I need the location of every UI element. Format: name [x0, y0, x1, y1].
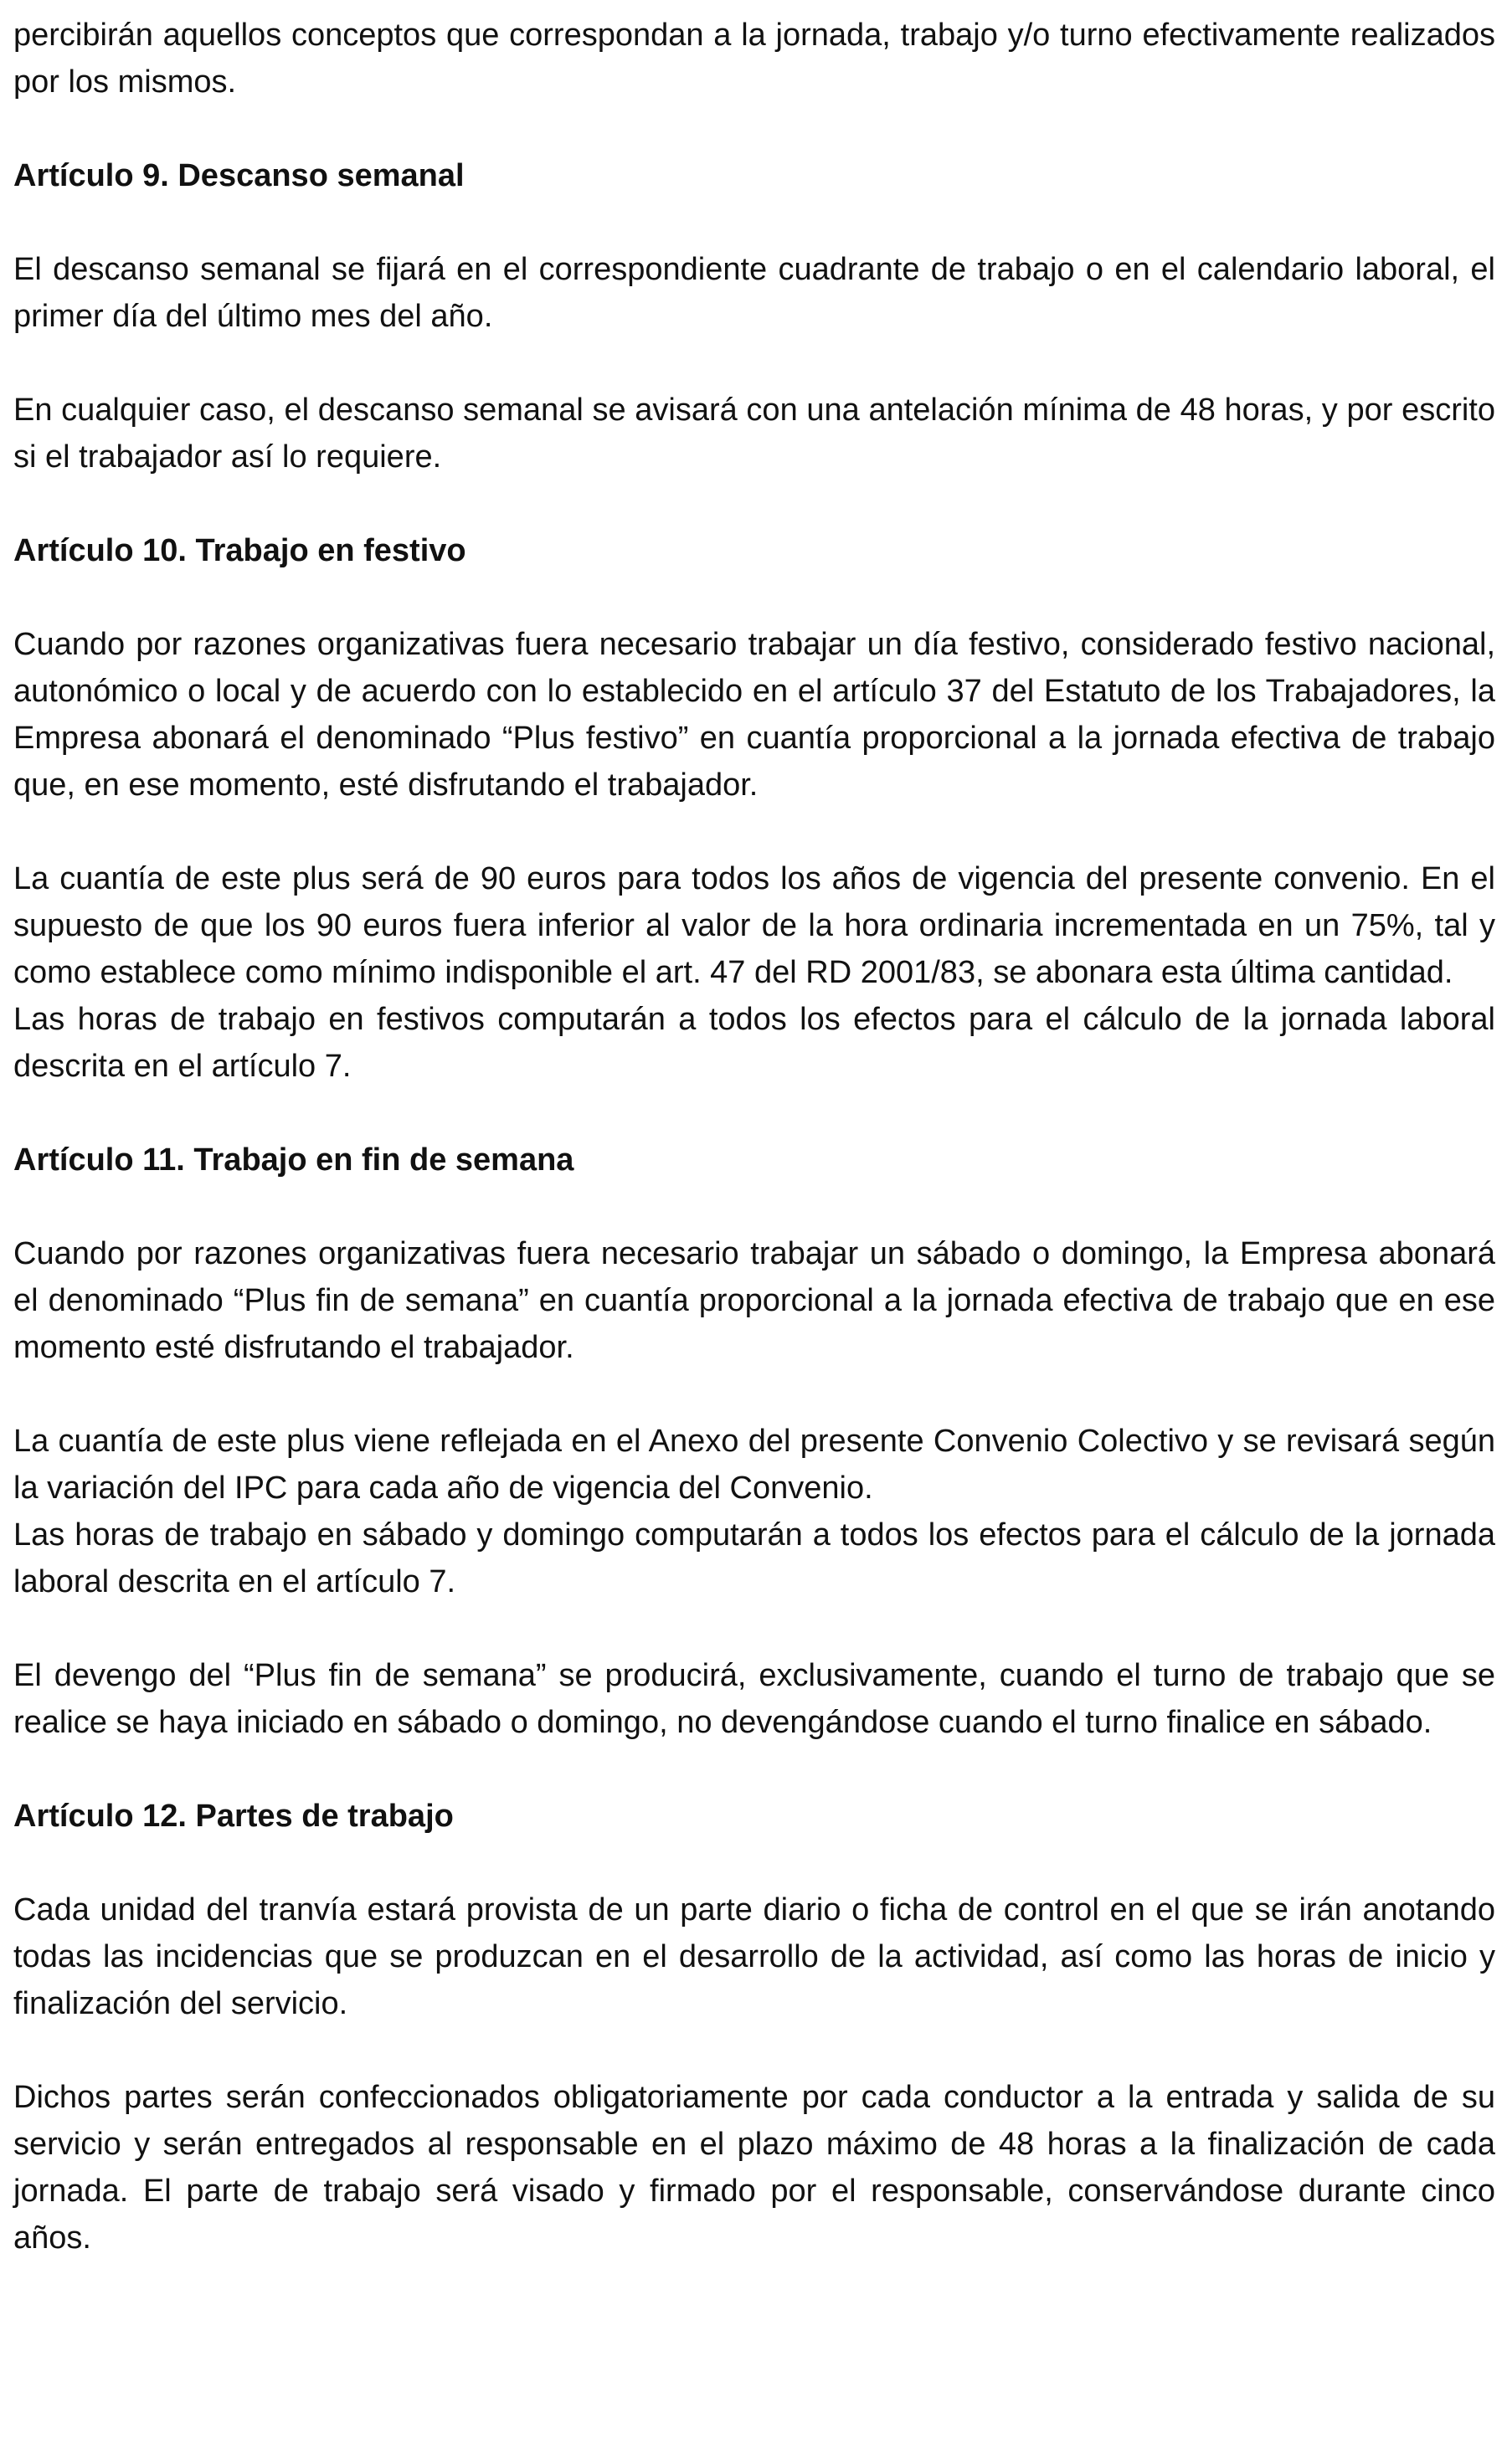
document-page [13, 12, 1495, 2261]
article-9-paragraph: El descanso semanal se fijará en el correspondiente cuadrante de trabajo o en el calendario laboral, el primer día del último mes del año. [13, 252, 1495, 334]
spacer [13, 574, 1495, 621]
spacer [13, 199, 1495, 246]
spacer [13, 1746, 1495, 1793]
article-9-paragraph: En cualquier caso, el descanso semanal se avisará con una antelación mínima de 48 horas, y por escrito si el trabajador así lo requiere. [13, 393, 1495, 475]
spacer [13, 1371, 1495, 1418]
spacer [13, 2027, 1495, 2074]
spacer [13, 340, 1495, 387]
article-11-paragraph: El devengo del “Plus fin de semana” se producirá, exclusivamente, cuando el turno de trabajo que se realice se haya iniciado en sábado o domingo, no devengándose cuando el turno finalice en sábado. [13, 1658, 1495, 1740]
article-11-paragraph: Las horas de trabajo en sábado y domingo computarán a todos los efectos para el cálculo de la jornada laboral descrita en el artículo 7. [13, 1517, 1495, 1599]
article-12-heading: Artículo 12. Partes de trabajo [13, 1799, 454, 1834]
spacer [13, 1840, 1495, 1887]
spacer [13, 480, 1495, 527]
article-10-paragraph: Las horas de trabajo en festivos computarán a todos los efectos para el cálculo de la jornada laboral descrita en el artículo 7. [13, 1002, 1495, 1084]
spacer [13, 105, 1495, 152]
article-11-paragraph: Cuando por razones organizativas fuera necesario trabajar un sábado o domingo, la Empresa abonará el denominado “Plus fin de semana” en cuantía proporcional a la jornada efectiva de trabajo que en ese momento esté disfrutando el trabajador. [13, 1236, 1495, 1365]
article-11-heading: Artículo 11. Trabajo en fin de semana [13, 1142, 574, 1178]
article-10-paragraph: La cuantía de este plus será de 90 euros para todos los años de vigencia del presente convenio. En el supuesto de que los 90 euros fuera inferior al valor de la hora ordinaria incrementada en un 75%, tal y como establece como mínimo indisponible el art. 47 del RD 2001/83, se abonara esta última cantidad. [13, 861, 1495, 990]
spacer [13, 1605, 1495, 1652]
article-9-heading: Artículo 9. Descanso semanal [13, 158, 465, 193]
spacer [13, 1183, 1495, 1230]
spacer [13, 1090, 1495, 1137]
article-12-paragraph: Cada unidad del tranvía estará provista de un parte diario o ficha de control en el que se irán anotando todas las incidencias que se produzcan en el desarrollo de la actividad, así como las horas de inicio y finalización del servicio. [13, 1892, 1495, 2021]
paragraph-continuation: percibirán aquellos conceptos que correspondan a la jornada, trabajo y/o turno efectivamente realizados por los mismos. [13, 18, 1495, 100]
article-12-paragraph: Dichos partes serán confeccionados obligatoriamente por cada conductor a la entrada y salida de su servicio y serán entregados al responsable en el plazo máximo de 48 horas a la finalización de cada jornada. El parte de trabajo será visado y firmado por el responsable, conservándose durante cinco años. [13, 2080, 1495, 2256]
article-10-heading: Artículo 10. Trabajo en festivo [13, 533, 466, 568]
spacer [13, 808, 1495, 855]
article-11-paragraph: La cuantía de este plus viene reflejada en el Anexo del presente Convenio Colectivo y se revisará según la variación del IPC para cada año de vigencia del Convenio. [13, 1424, 1495, 1506]
article-10-paragraph: Cuando por razones organizativas fuera necesario trabajar un día festivo, considerado festivo nacional, autonómico o local y de acuerdo con lo establecido en el artículo 37 del Estatuto de los Trabajadores, la Empresa abonará el denominado “Plus festivo” en cuantía proporcional a la jornada efectiva de trabajo que, en ese momento, esté disfrutando el trabajador. [13, 627, 1495, 803]
